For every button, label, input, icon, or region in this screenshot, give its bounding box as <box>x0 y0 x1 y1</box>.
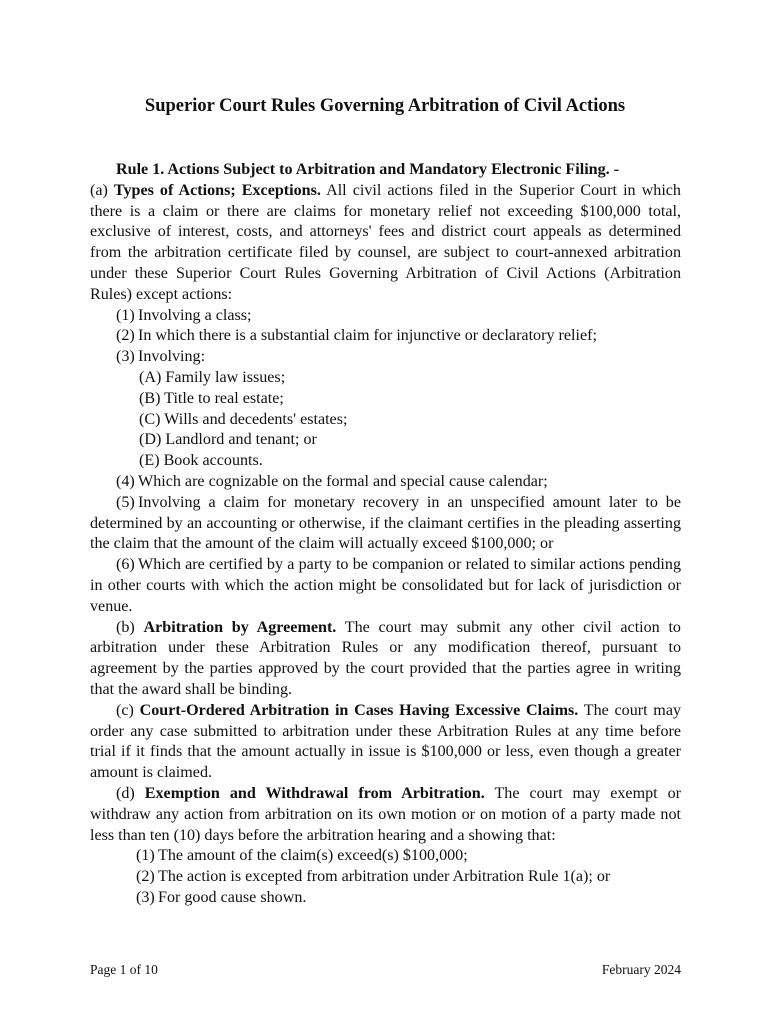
item-number: (6) <box>116 556 135 574</box>
sub-list-item: (B) Title to real estate; <box>139 389 284 407</box>
item-number: (3) <box>116 348 135 366</box>
item-number: (2) <box>136 868 155 886</box>
item-number: (1) <box>116 306 135 324</box>
list-item <box>90 347 681 368</box>
list-item <box>90 326 681 347</box>
list-item <box>90 888 681 909</box>
list-item <box>90 867 681 888</box>
section-c-heading: Court-Ordered Arbitration in Cases Having Excessive Claims. <box>139 701 579 719</box>
section-b-label: (b) <box>116 618 144 636</box>
list-item <box>90 306 681 327</box>
item-number: (3) <box>136 888 155 906</box>
section-b-text: The court may submit any other civil action to arbitration under these Arbitration Rules or any modification thereof, pursuant to agreement by the parties approved by the court provided that the parties agree in writing that the award shall be binding. <box>90 618 681 698</box>
item-text: Which are cognizable on the formal and special cause calendar; <box>138 472 548 490</box>
item-number: (4) <box>116 472 135 490</box>
sub-list-item: (A) Family law issues; <box>139 368 286 386</box>
item-text: In which there is a substantial claim for injunctive or declaratory relief; <box>138 327 597 345</box>
list-item <box>90 846 681 867</box>
list-item <box>90 472 681 493</box>
section-a-text: All civil actions filed in the Superior Court in which there is a claim or there are claims for monetary relief not exceeding $100,000 total, exclusive of interest, costs, and attorneys' fees and district court appeals as determined from the arbitration certificate filed by counsel, are subject to court-annexed arbitration under these Superior Court Rules Governing Arbitration of Civil Actions (Arbitration Rules) except actions: <box>90 181 681 303</box>
item-number: (1) <box>136 847 155 865</box>
item-text: The amount of the claim(s) exceed(s) $100,000; <box>158 847 468 865</box>
rule-1-paragraph-a <box>90 160 681 306</box>
section-c-paragraph <box>90 701 681 784</box>
section-a-heading: Types of Actions; Exceptions. <box>113 181 321 199</box>
page-title: Superior Court Rules Governing Arbitration of Civil Actions <box>144 96 626 116</box>
section-d-text: The court may exempt or withdraw any action from arbitration on its own motion or on motion of a party made not less than ten (10) days before the arbitration hearing and a showing that: <box>90 784 682 844</box>
item-text: For good cause shown. <box>158 888 307 906</box>
list-item <box>90 493 681 555</box>
sub-list-item: (C) Wills and decedents' estates; <box>139 410 348 428</box>
item-text: The action is excepted from arbitration under Arbitration Rule 1(a); or <box>158 868 611 886</box>
sub-list-item: (E) Book accounts. <box>139 452 263 470</box>
section-b-heading: Arbitration by Agreement. <box>143 618 337 636</box>
item-text: Involving a claim for monetary recovery in an unspecified amount later to be determined by an accounting or otherwise, if the claimant certifies in the pleading asserting the claim that the amount of the claim will actually exceed $100,000; or <box>90 493 681 553</box>
item-text: Involving a class; <box>138 306 252 324</box>
section-c-label: (c) <box>116 701 140 719</box>
page-footer <box>90 962 681 978</box>
item-text: Involving: <box>138 348 206 366</box>
section-c-text: The court may order any case submitted to arbitration under these Arbitration Rules at any time before trial if it finds that the amount actually in issue is $100,000 or less, even though a greater amount is claimed. <box>90 701 682 782</box>
item-text: Which are certified by a party to be companion or related to similar actions pending in other courts with which the action might be consolidated but for lack of jurisdiction or venue. <box>90 556 681 615</box>
section-d-label: (d) <box>116 784 145 802</box>
section-b-paragraph <box>90 618 681 701</box>
list-item <box>90 555 681 617</box>
document-body <box>90 160 681 909</box>
page-number: Page 1 of 10 <box>90 962 158 977</box>
section-d-heading: Exemption and Withdrawal from Arbitration. <box>144 784 485 802</box>
revision-date: February 2024 <box>601 962 681 977</box>
sub-list-item: (D) Landlord and tenant; or <box>139 431 317 449</box>
section-d-paragraph <box>90 784 681 846</box>
section-a-label: (a) <box>90 181 114 199</box>
rule-1-heading: Rule 1. Actions Subject to Arbitration and Mandatory Electronic Filing. - <box>116 161 620 178</box>
item-number: (2) <box>116 327 135 345</box>
item-number: (5) <box>116 493 135 511</box>
